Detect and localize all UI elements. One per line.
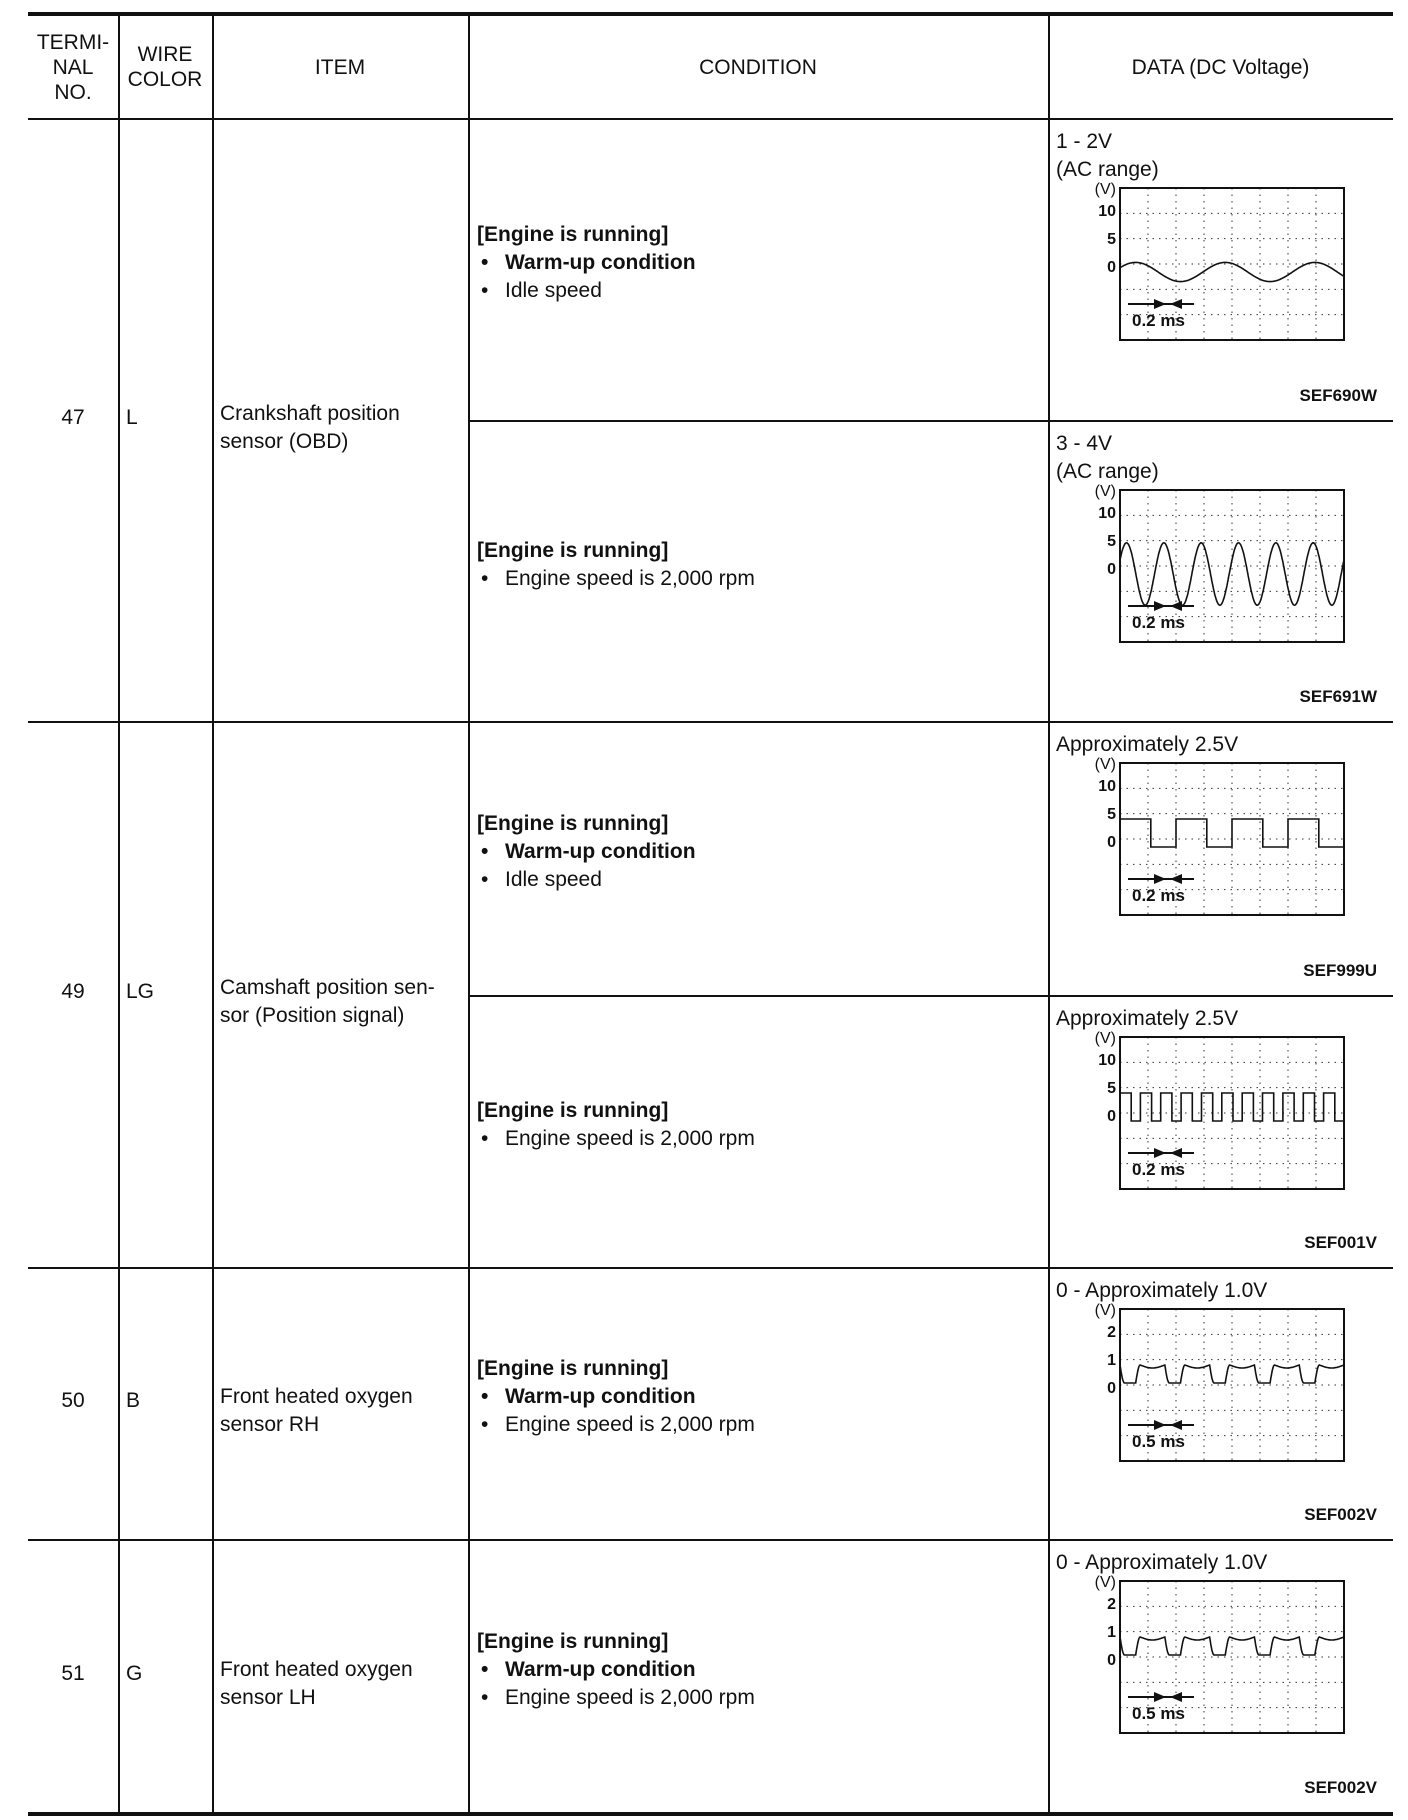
y-tick-label: 0 xyxy=(1107,561,1116,578)
text-line: TERMI- xyxy=(36,30,110,54)
text-line: Approximately 2.5V xyxy=(1056,1007,1239,1030)
bullet-text: Idle speed xyxy=(505,868,602,891)
wire-color: L xyxy=(126,405,138,429)
figure-code: SEF691W xyxy=(1299,687,1377,706)
bullet-icon: • xyxy=(481,840,489,863)
condition-bullet xyxy=(477,249,696,277)
data-value xyxy=(1056,1277,1267,1305)
text-line: COLOR xyxy=(127,68,203,91)
bullet-icon: • xyxy=(481,1127,489,1150)
text-line: sensor RH xyxy=(220,1413,320,1436)
bullet-text: Engine speed is 2,000 rpm xyxy=(505,566,755,590)
y-tick-label: 2 xyxy=(1107,1596,1116,1613)
bullet-icon: • xyxy=(481,566,489,590)
y-tick-label: (V) xyxy=(1094,756,1116,773)
figure-code: SEF690W xyxy=(1299,386,1377,405)
data-value xyxy=(1056,128,1159,184)
header-data xyxy=(1048,55,1393,80)
figure-code: SEF999U xyxy=(1303,961,1377,980)
header-wire xyxy=(118,42,212,92)
terminal-number: 50 xyxy=(61,1389,85,1412)
oscilloscope-waveform xyxy=(1070,483,1354,644)
bullet-icon: • xyxy=(481,1657,489,1681)
condition-title: [Engine is running] xyxy=(477,1099,669,1122)
bullet-icon: • xyxy=(481,868,489,891)
time-scale-label: 0.2 ms xyxy=(1132,613,1185,632)
bullet-text: Warm-up condition xyxy=(505,251,696,274)
wire-color: B xyxy=(126,1389,141,1412)
y-tick-label: 0 xyxy=(1107,259,1116,276)
text-line: (AC range) xyxy=(1056,460,1159,483)
condition-text xyxy=(477,1097,755,1153)
bullet-text: Engine speed is 2,000 rpm xyxy=(505,1685,755,1709)
text-line: 0 - Approximately 1.0V xyxy=(1056,1279,1268,1302)
arrow-left-icon xyxy=(1170,1420,1182,1430)
header-bottom-rule xyxy=(28,118,1393,120)
bullet-text: Engine speed is 2,000 rpm xyxy=(505,1413,755,1436)
item-name xyxy=(220,1656,464,1712)
time-scale-label: 0.2 ms xyxy=(1132,1160,1185,1179)
condition-bullet xyxy=(477,1684,755,1712)
text-line: Front heated oxygen xyxy=(220,1657,413,1681)
y-tick-label: 5 xyxy=(1107,533,1116,550)
item-name xyxy=(220,974,464,1030)
waveform-trace xyxy=(1120,819,1344,847)
condition-bullet xyxy=(477,1383,755,1411)
condition-title: [Engine is running] xyxy=(477,538,669,562)
bullet-text: Warm-up condition xyxy=(505,1657,696,1681)
text-line: 3 - 4V xyxy=(1056,432,1113,455)
text-line: ITEM xyxy=(314,55,366,79)
condition-bullet xyxy=(477,277,696,305)
condition-title: [Engine is running] xyxy=(477,1629,669,1653)
waveform-trace xyxy=(1120,543,1344,605)
row-divider xyxy=(28,721,1393,723)
condition-text xyxy=(477,221,696,305)
text-line: WIRE xyxy=(137,43,193,66)
arrow-right-icon xyxy=(1154,299,1166,309)
oscilloscope-waveform xyxy=(1070,1030,1354,1191)
text-line: NAL xyxy=(52,55,94,79)
figure-code: SEF002V xyxy=(1304,1505,1377,1524)
y-tick-label: 10 xyxy=(1098,778,1116,795)
condition-bullet xyxy=(477,565,755,593)
y-tick-label: 0 xyxy=(1107,1652,1116,1669)
text-line: Front heated oxygen xyxy=(220,1385,413,1408)
condition-text xyxy=(477,1355,755,1439)
arrow-right-icon xyxy=(1154,1420,1166,1430)
waveform-trace xyxy=(1120,1093,1344,1121)
bullet-icon: • xyxy=(481,251,489,274)
condition-title: [Engine is running] xyxy=(477,1357,669,1380)
time-scale-label: 0.2 ms xyxy=(1132,886,1185,905)
row-divider xyxy=(28,1539,1393,1541)
bullet-text: Engine speed is 2,000 rpm xyxy=(505,1127,755,1150)
text-line: CONDITION xyxy=(699,55,817,79)
terminal-number: 49 xyxy=(61,980,85,1003)
wire-color: G xyxy=(126,1661,143,1685)
y-tick-label: 1 xyxy=(1107,1352,1116,1369)
y-tick-label: 5 xyxy=(1107,806,1116,823)
arrow-left-icon xyxy=(1170,1692,1182,1702)
condition-bullet xyxy=(477,1411,755,1439)
arrow-left-icon xyxy=(1170,601,1182,611)
condition-bullet xyxy=(477,838,696,866)
figure-code: SEF001V xyxy=(1304,1233,1377,1252)
y-tick-label: 10 xyxy=(1098,1052,1116,1069)
arrow-left-icon xyxy=(1170,299,1182,309)
text-line: NO. xyxy=(54,80,92,104)
bullet-icon: • xyxy=(481,1385,489,1408)
bullet-text: Warm-up condition xyxy=(505,840,696,863)
y-tick-label: (V) xyxy=(1094,483,1116,500)
table-top-rule xyxy=(28,12,1393,16)
text-line: 0 - Approximately 1.0V xyxy=(1056,1551,1268,1574)
arrow-left-icon xyxy=(1170,874,1182,884)
waveform-trace xyxy=(1120,262,1344,281)
condition-bullet xyxy=(477,1656,755,1684)
column-divider xyxy=(212,12,214,1812)
y-tick-label: (V) xyxy=(1094,181,1116,198)
oscilloscope-waveform xyxy=(1070,1574,1354,1735)
time-scale-label: 0.5 ms xyxy=(1132,1432,1185,1451)
y-tick-label: 5 xyxy=(1107,231,1116,248)
header-terminal xyxy=(28,30,118,105)
time-scale-label: 0.2 ms xyxy=(1132,311,1185,330)
text-line: Approximately 2.5V xyxy=(1056,733,1239,756)
text-line: (AC range) xyxy=(1056,158,1159,181)
y-tick-label: 10 xyxy=(1098,203,1116,220)
y-tick-label: (V) xyxy=(1094,1574,1116,1591)
column-divider xyxy=(1048,12,1050,1812)
condition-title: [Engine is running] xyxy=(477,812,669,835)
condition-bullet xyxy=(477,866,696,894)
oscilloscope-waveform xyxy=(1070,1302,1354,1463)
wire-color: LG xyxy=(126,980,155,1003)
row-divider xyxy=(28,1267,1393,1269)
text-line: sor (Position signal) xyxy=(220,1004,405,1027)
condition-bullet xyxy=(477,1125,755,1153)
data-value xyxy=(1056,1549,1267,1577)
y-tick-label: 2 xyxy=(1107,1324,1116,1341)
time-scale-label: 0.5 ms xyxy=(1132,1704,1185,1723)
y-tick-label: 10 xyxy=(1098,505,1116,522)
arrow-right-icon xyxy=(1154,601,1166,611)
terminal-number: 51 xyxy=(61,1661,85,1685)
text-line: Crankshaft position xyxy=(220,401,400,425)
y-tick-label: 0 xyxy=(1107,834,1116,851)
item-name xyxy=(220,400,464,456)
condition-text xyxy=(477,1628,755,1712)
y-tick-label: 1 xyxy=(1107,1624,1116,1641)
condition-text xyxy=(477,810,696,894)
bullet-text: Idle speed xyxy=(505,279,602,302)
oscilloscope-waveform xyxy=(1070,756,1354,917)
text-line: Camshaft position sen- xyxy=(220,976,435,999)
text-line: sensor LH xyxy=(220,1685,316,1709)
header-item xyxy=(212,55,468,80)
data-value xyxy=(1056,731,1238,759)
data-value xyxy=(1056,430,1159,486)
arrow-left-icon xyxy=(1170,1148,1182,1158)
item-name xyxy=(220,1383,464,1439)
bullet-icon: • xyxy=(481,1685,489,1709)
bullet-text: Warm-up condition xyxy=(505,1385,696,1408)
bullet-icon: • xyxy=(481,1413,489,1436)
y-tick-label: 0 xyxy=(1107,1380,1116,1397)
data-value xyxy=(1056,1005,1238,1033)
text-line: 1 - 2V xyxy=(1056,130,1113,153)
terminal-number: 47 xyxy=(61,405,85,429)
y-tick-label: 0 xyxy=(1107,1108,1116,1125)
condition-title: [Engine is running] xyxy=(477,223,669,246)
text-line: DATA (DC Voltage) xyxy=(1131,55,1310,79)
column-divider xyxy=(118,12,120,1812)
y-tick-label: 5 xyxy=(1107,1080,1116,1097)
oscilloscope-waveform xyxy=(1070,181,1354,342)
figure-code: SEF002V xyxy=(1304,1778,1377,1797)
header-condition xyxy=(468,55,1048,80)
y-tick-label: (V) xyxy=(1094,1030,1116,1047)
sub-row-divider xyxy=(468,995,1393,997)
y-tick-label: (V) xyxy=(1094,1302,1116,1319)
condition-text xyxy=(477,537,755,593)
bullet-icon: • xyxy=(481,279,489,302)
table-bottom-rule xyxy=(28,1812,1393,1816)
text-line: sensor (OBD) xyxy=(220,429,349,453)
arrow-right-icon xyxy=(1154,1148,1166,1158)
column-divider xyxy=(468,12,470,1812)
sub-row-divider xyxy=(468,420,1393,422)
arrow-right-icon xyxy=(1154,1692,1166,1702)
arrow-right-icon xyxy=(1154,874,1166,884)
